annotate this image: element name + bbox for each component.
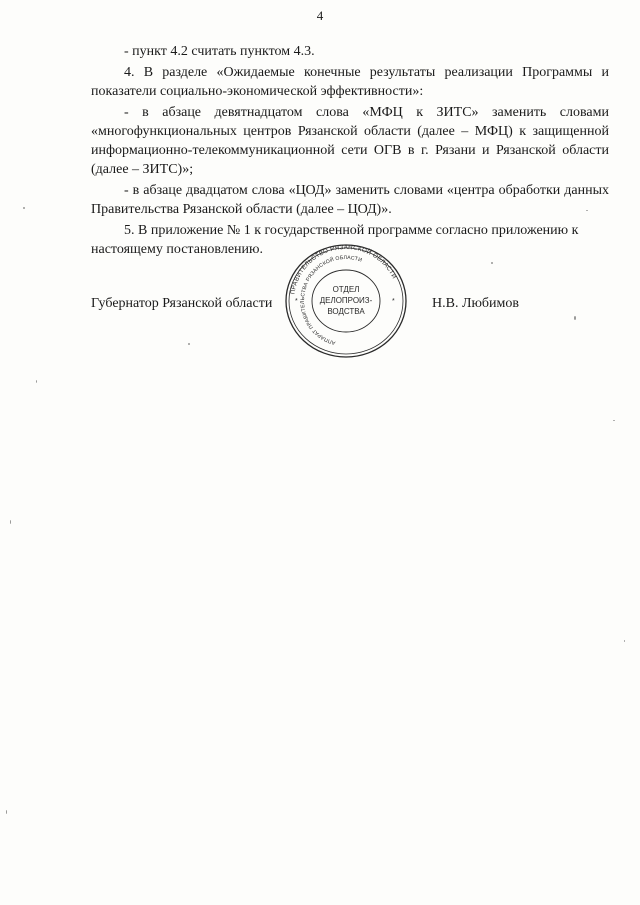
stamp-center-line-1: ОТДЕЛ bbox=[332, 285, 360, 294]
scan-speck bbox=[36, 380, 37, 383]
scan-speck bbox=[23, 207, 25, 209]
signature-block bbox=[91, 294, 609, 314]
svg-text:*: * bbox=[392, 298, 395, 305]
stamp-center-line-3: ВОДСТВА bbox=[327, 307, 365, 316]
scan-speck bbox=[491, 262, 493, 264]
stamp-center-line-2: ДЕЛОПРОИЗ- bbox=[319, 296, 373, 305]
scan-speck bbox=[586, 210, 588, 211]
paragraph-abzac-20: - в абзаце двадцатом слова «ЦОД» заменить словами «центра обработки данных Правительства Рязанской области (далее – ЦОД)». bbox=[91, 183, 609, 217]
paragraph-section-5: 5. В приложение № 1 к государственной программе согласно приложению к настоящему постановлению. bbox=[91, 223, 579, 257]
signatory-name: Н.В. Любимов bbox=[432, 296, 519, 311]
document-body bbox=[91, 42, 609, 261]
paragraph-item-renumber: - пункт 4.2 считать пунктом 4.3. bbox=[124, 44, 315, 59]
scan-speck bbox=[188, 343, 190, 345]
signatory-title: Губернатор Рязанской области bbox=[91, 296, 273, 311]
stamp-outer-text: ПРАВИТЕЛЬСТВО РЯЗАНСКОЙ ОБЛАСТИ bbox=[289, 243, 398, 295]
scan-speck bbox=[613, 420, 615, 421]
scan-speck bbox=[624, 640, 625, 642]
paragraph-abzac-19: - в абзаце девятнадцатом слова «МФЦ к ЗИТС» заменить словами «многофункциональных центров Рязанской области (далее – МФЦ) к защищенной информационно-телекоммуникационной сети ОГВ в г. Рязани и Рязанской области (далее – ЗИТС)»; bbox=[91, 105, 609, 177]
page-number: 4 bbox=[316, 8, 324, 23]
stamp-inner-text: АППАРАТ ПРАВИТЕЛЬСТВА РЯЗАНСКОЙ ОБЛАСТИ bbox=[299, 254, 363, 346]
svg-text:*: * bbox=[295, 298, 298, 305]
scan-speck bbox=[6, 810, 7, 814]
scan-speck bbox=[574, 316, 576, 320]
paragraph-section-4: 4. В разделе «Ожидаемые конечные результаты реализации Программы и показатели социально-экономической эффективности»: bbox=[91, 65, 609, 99]
scan-speck bbox=[10, 520, 11, 524]
